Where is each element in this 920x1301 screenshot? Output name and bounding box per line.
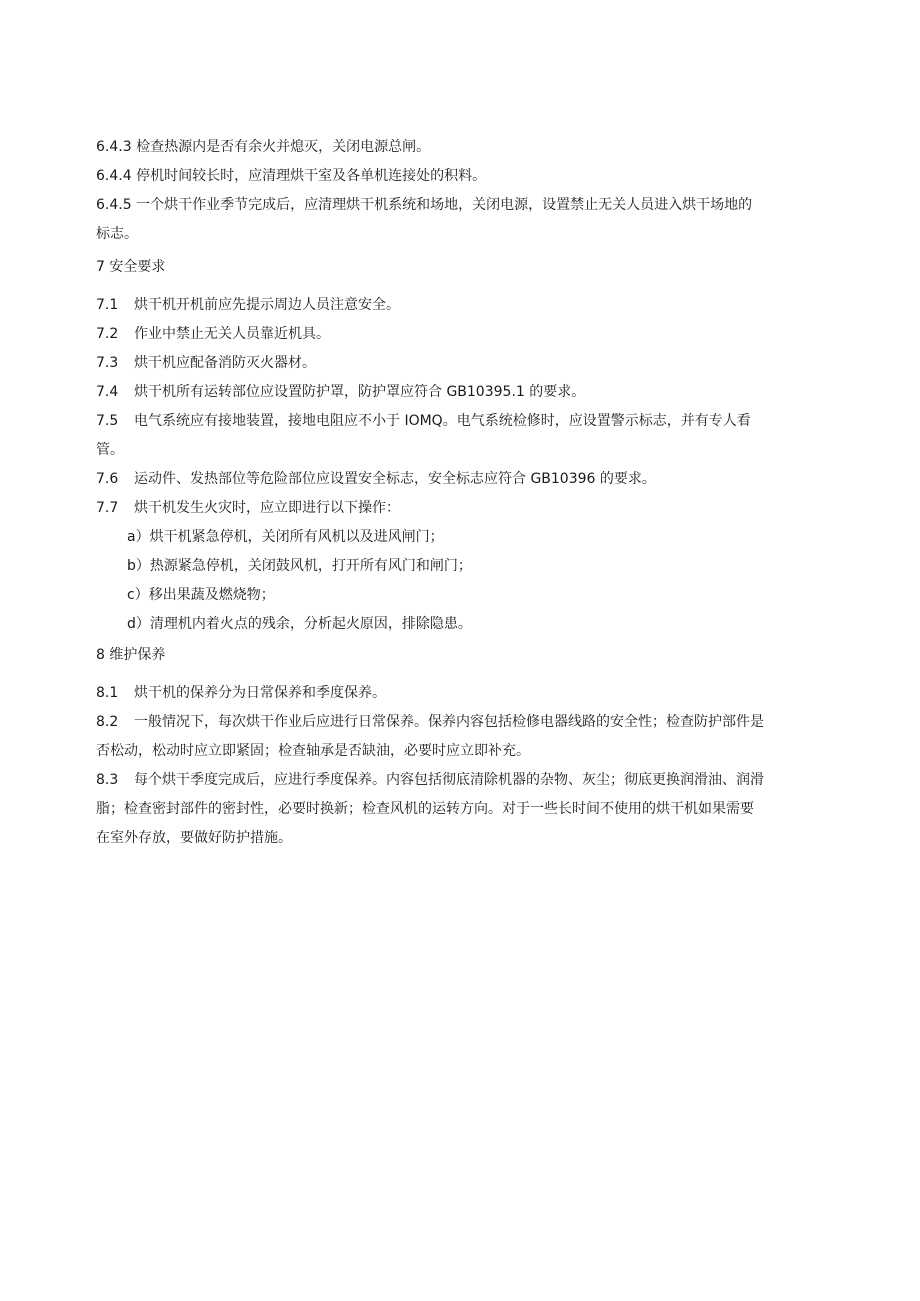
section-8-items xyxy=(96,679,836,853)
clause-8-3-continuation-2: 在室外存放，要做好防护措施。 xyxy=(96,830,292,846)
clause-number: 8.2 xyxy=(96,714,119,730)
clause-7-2 xyxy=(96,320,836,349)
document-page xyxy=(96,133,836,853)
clause-number: 8.1 xyxy=(96,685,119,701)
clause-7-5 xyxy=(96,407,836,436)
clause-number: 7.5 xyxy=(96,413,119,429)
clause-8-3-continuation-1: 脂；检查密封部件的密封性，必要时换新；检查风机的运转方向。对于一些长时间不使用的烘干机如果需要 xyxy=(96,801,754,817)
clause-text: 烘干机的保养分为日常保养和季度保养。 xyxy=(134,685,386,701)
clause-6-4-5-line-2: 标志。 xyxy=(96,226,138,242)
clause-text: 作业中禁止无关人员靠近机具。 xyxy=(134,326,330,342)
clause-7-4 xyxy=(96,378,836,407)
clause-number: 7.4 xyxy=(96,384,119,400)
clause-number: 7.1 xyxy=(96,297,119,313)
subitem-c: c）移出果蔬及燃烧物； xyxy=(127,587,275,603)
clause-8-3 xyxy=(96,766,836,795)
clause-text: 一般情况下，每次烘干作业后应进行日常保养。保养内容包括检修电器线路的安全性；检查防护部件是 xyxy=(134,714,764,730)
subitem-b: b）热源紧急停机，关闭鼓风机，打开所有风门和闸门； xyxy=(127,558,472,574)
clause-7-6 xyxy=(96,465,836,494)
clause-7-1 xyxy=(96,291,836,320)
clause-6-4-4: 6.4.4 停机时间较长时，应清理烘干室及各单机连接处的积料。 xyxy=(96,168,487,184)
clause-number: 7.2 xyxy=(96,326,119,342)
clause-7-3 xyxy=(96,349,836,378)
clause-8-2 xyxy=(96,708,836,737)
clause-7-5-continuation: 管。 xyxy=(96,442,124,458)
clause-text: 每个烘干季度完成后，应进行季度保养。内容包括彻底清除机器的杂物、灰尘；彻底更换润滑油、润滑 xyxy=(134,772,764,788)
subitem-a: a）烘干机紧急停机，关闭所有风机以及进风闸门； xyxy=(127,529,444,545)
clause-7-7 xyxy=(96,494,836,523)
clause-text: 烘干机开机前应先提示周边人员注意安全。 xyxy=(134,297,400,313)
clause-number: 8.3 xyxy=(96,772,119,788)
section-7-heading: 7 安全要求 xyxy=(96,259,166,275)
clause-text: 运动件、发热部位等危险部位应设置安全标志，安全标志应符合 GB10396 的要求。 xyxy=(134,471,656,487)
subitem-d: d）清理机内着火点的残余，分析起火原因，排除隐患。 xyxy=(127,616,472,632)
clause-text: 烘干机应配备消防灭火器材。 xyxy=(134,355,316,371)
section-6-4 xyxy=(96,133,836,249)
clause-6-4-3: 6.4.3 检查热源内是否有余火并熄灭，关闭电源总闸。 xyxy=(96,139,431,155)
clause-text: 电气系统应有接地装置，接地电阻应不小于 IOMQ。电气系统检修时，应设置警示标志，并有专人看 xyxy=(134,413,751,429)
clause-8-2-continuation: 否松动，松动时应立即紧固；检查轴承是否缺油，必要时应立即补充。 xyxy=(96,743,530,759)
clause-6-4-5-line-1: 6.4.5 一个烘干作业季节完成后，应清理烘干机系统和场地，关闭电源，设置禁止无关人员进入烘干场地的 xyxy=(96,197,753,213)
clause-text: 烘干机所有运转部位应设置防护罩，防护罩应符合 GB10395.1 的要求。 xyxy=(134,384,586,400)
clause-8-1 xyxy=(96,679,836,708)
section-7-items xyxy=(96,291,836,639)
clause-number: 7.3 xyxy=(96,355,119,371)
section-8-heading: 8 维护保养 xyxy=(96,647,166,663)
clause-number: 7.7 xyxy=(96,500,119,516)
clause-text: 烘干机发生火灾时，应立即进行以下操作： xyxy=(134,500,400,516)
clause-number: 7.6 xyxy=(96,471,119,487)
